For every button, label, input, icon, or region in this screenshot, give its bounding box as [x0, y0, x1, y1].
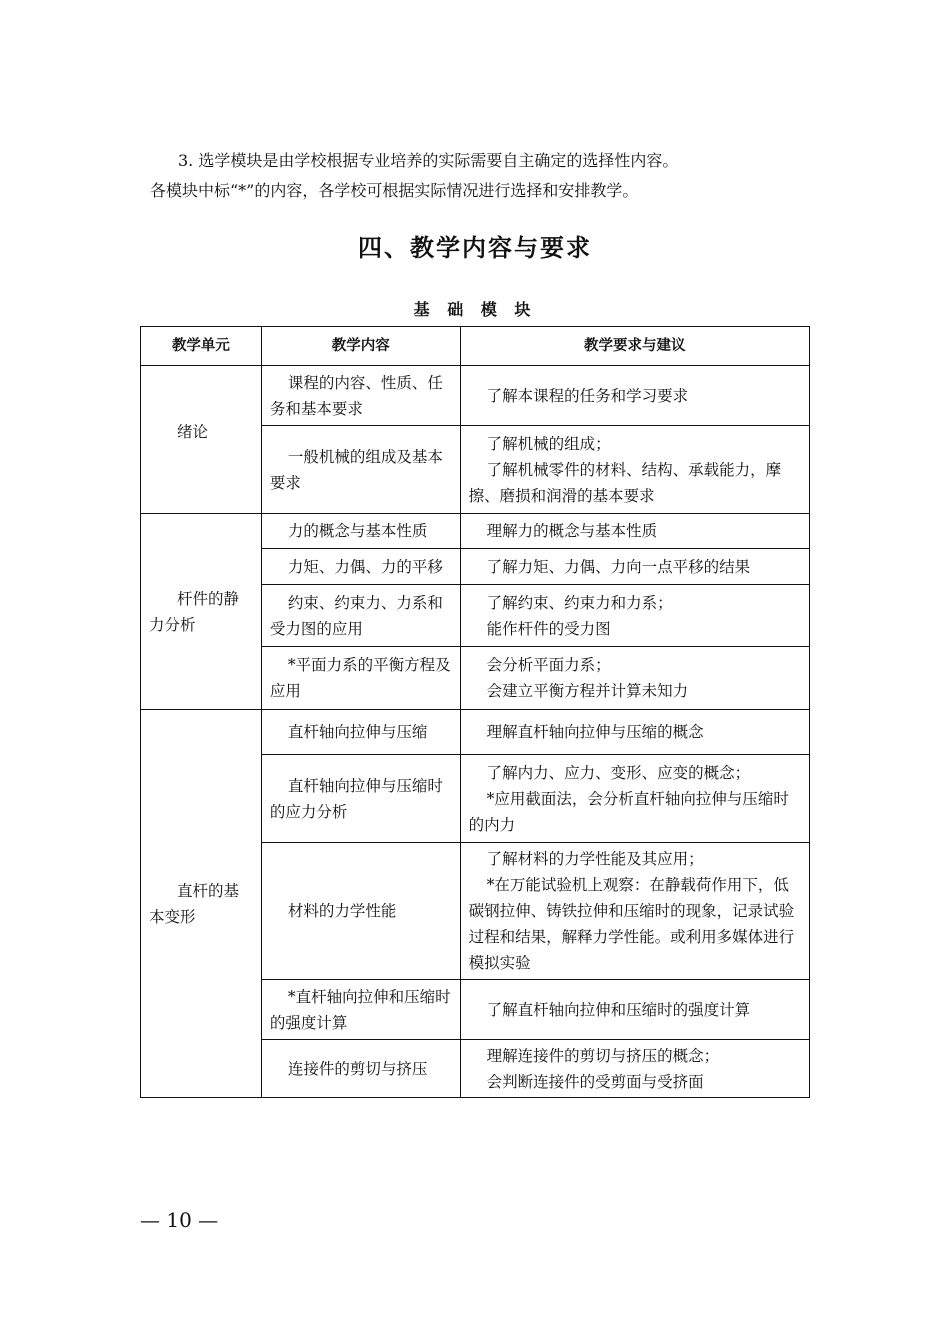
header-requirements: 教学要求与建议: [460, 327, 809, 366]
content-cell: [261, 980, 460, 1040]
requirement-line: *应用截面法，会分析直杆轴向拉伸与压缩时的内力: [468, 789, 789, 834]
requirement-cell: [460, 980, 809, 1040]
content-cell: [261, 585, 460, 647]
header-unit: 教学单元: [141, 327, 262, 366]
content-text: 直杆轴向拉伸与压缩时的应力分析: [269, 776, 443, 821]
requirement-line: 了解机械的组成；: [486, 434, 611, 453]
requirement-line: 了解力矩、力偶、力向一点平移的结果: [486, 557, 751, 576]
requirement-line: *在万能试验机上观察：在静载荷作用下，低碳钢拉伸、铸铁拉伸和压缩时的现象，记录试验过程和结果，解释力学性能。或利用多媒体进行模拟实验: [468, 876, 795, 972]
content-cell: [261, 514, 460, 549]
page-number: — 10 —: [140, 1208, 219, 1232]
content-cell: [261, 710, 460, 755]
content-cell: [261, 549, 460, 585]
intro-paragraph: [150, 146, 810, 206]
requirement-line: 理解直杆轴向拉伸与压缩的概念: [486, 723, 704, 741]
content-cell: [261, 843, 460, 980]
unit-label: 直杆的基本变形: [149, 881, 240, 926]
requirement-line: 会建立平衡方程并计算未知力: [486, 682, 689, 700]
requirement-line: 会判断连接件的受剪面与受挤面: [486, 1072, 704, 1091]
content-text: 力矩、力偶、力的平移: [287, 557, 443, 576]
requirement-cell: [460, 755, 809, 843]
content-text: 连接件的剪切与挤压: [287, 1059, 428, 1078]
intro-line-2: 各模块中标“*”的内容，各学校可根据实际情况进行选择和安排教学。: [150, 181, 639, 200]
content-cell: [261, 426, 460, 514]
table-header-row: [141, 327, 810, 366]
requirement-cell: [460, 549, 809, 585]
requirement-cell: [460, 843, 809, 980]
unit-cell: [141, 514, 262, 710]
requirement-line: 理解连接件的剪切与挤压的概念；: [486, 1046, 720, 1065]
requirement-cell: [460, 426, 809, 514]
content-cell: [261, 755, 460, 843]
content-text: 一般机械的组成及基本要求: [269, 447, 443, 492]
content-text: *直杆轴向拉伸和压缩时的强度计算: [269, 987, 451, 1032]
content-text: 材料的力学性能: [287, 902, 397, 920]
table-caption: 基 础 模 块: [413, 300, 537, 319]
table-row: [141, 710, 810, 755]
unit-cell: [141, 710, 262, 1098]
requirement-cell: [460, 647, 809, 710]
requirement-line: 了解机械零件的材料、结构、承载能力，摩擦、磨损和润滑的基本要求: [468, 460, 782, 505]
requirement-cell: [460, 710, 809, 755]
intro-line-1: 3. 选学模块是由学校根据专业培养的实际需要自主确定的选择性内容。: [178, 151, 679, 170]
requirement-line: 能作杆件的受力图: [486, 619, 611, 638]
content-cell: [261, 1040, 460, 1098]
content-text: 课程的内容、性质、任务和基本要求: [269, 373, 443, 418]
requirement-cell: [460, 514, 809, 549]
requirement-cell: [460, 585, 809, 647]
content-text: 力的概念与基本性质: [287, 522, 428, 540]
unit-cell: [141, 366, 262, 514]
content-text: *平面力系的平衡方程及应用: [269, 656, 451, 700]
content-cell: [261, 647, 460, 710]
unit-label: 绪论: [177, 422, 209, 441]
requirement-line: 会分析平面力系；: [486, 656, 611, 674]
requirement-line: 了解本课程的任务和学习要求: [486, 386, 689, 405]
requirement-line: 了解内力、应力、变形、应变的概念；: [486, 763, 751, 782]
table-row: [141, 514, 810, 549]
requirement-line: 理解力的概念与基本性质: [486, 522, 658, 540]
requirement-cell: [460, 366, 809, 426]
requirement-line: 了解材料的力学性能及其应用；: [486, 850, 704, 868]
section-title: 四、教学内容与要求: [358, 234, 592, 262]
curriculum-table: [140, 326, 810, 1098]
unit-label: 杆件的静力分析: [149, 589, 240, 634]
content-cell: [261, 366, 460, 426]
content-text: 直杆轴向拉伸与压缩: [287, 723, 428, 741]
table-row: [141, 366, 810, 426]
requirement-line: 了解直杆轴向拉伸和压缩时的强度计算: [486, 1000, 751, 1019]
requirement-line: 了解约束、约束力和力系；: [486, 593, 673, 612]
header-content: 教学内容: [261, 327, 460, 366]
requirement-cell: [460, 1040, 809, 1098]
content-text: 约束、约束力、力系和受力图的应用: [269, 593, 443, 638]
